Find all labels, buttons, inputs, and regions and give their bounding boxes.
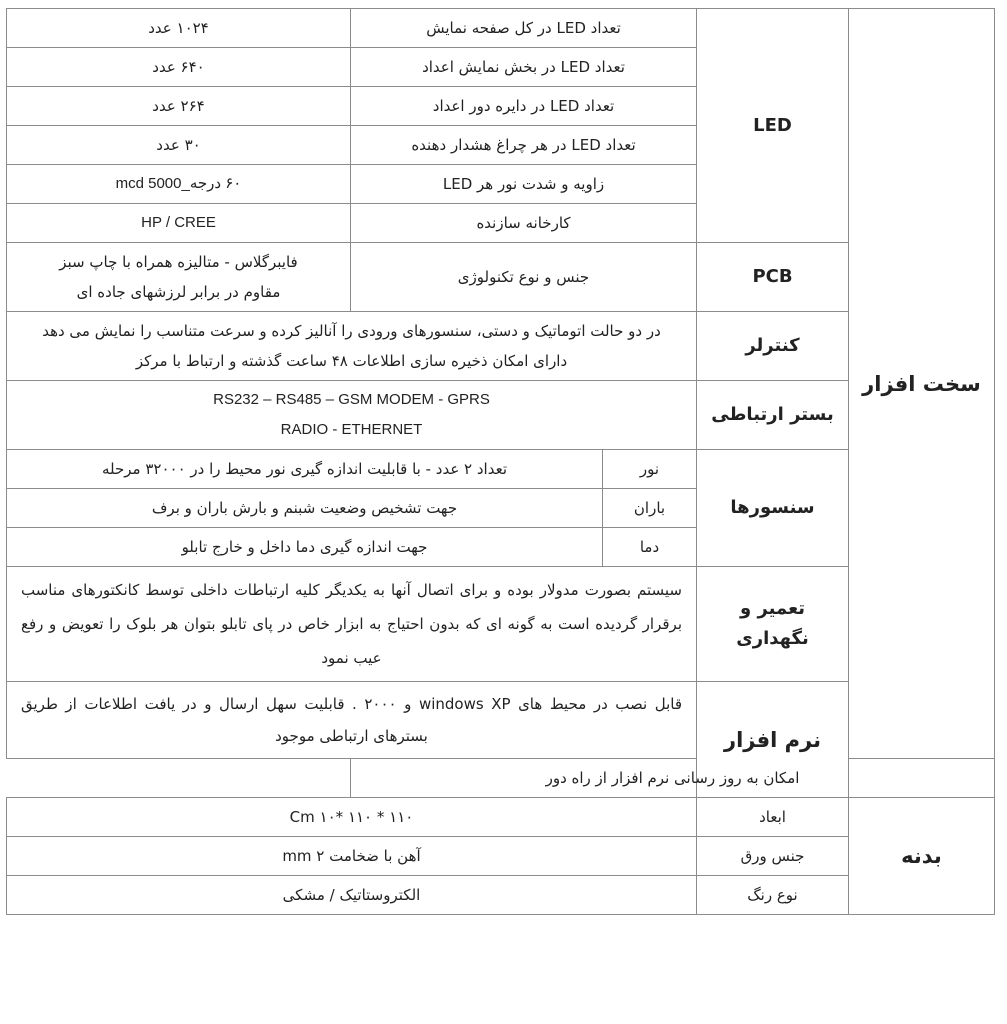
pcb-value-line1: فایبرگلاس - متالیزه همراه با چاپ سبز (59, 253, 298, 271)
controller-row (7, 312, 995, 381)
pcb-label: جنس و نوع تکنولوژی (351, 243, 697, 312)
sensor-label: باران (603, 489, 697, 528)
sensors-title: سنسورها (697, 450, 849, 567)
controller-description (7, 312, 697, 381)
controller-title: کنترلر (697, 312, 849, 381)
body-label: جنس ورق (697, 837, 849, 876)
sensor-row-light (7, 450, 995, 489)
body-row-dimensions (7, 798, 995, 837)
led-value: ۲۶۴ عدد (7, 87, 351, 126)
led-title: LED (697, 9, 849, 243)
controller-line2: دارای امکان ذخیره سازی اطلاعات ۴۸ ساعت گذشته و ارتباط با مرکز (135, 352, 568, 370)
software-update: امکان به روز رسانی نرم افزار از راه دور (351, 759, 995, 798)
led-value: ۳۰ عدد (7, 126, 351, 165)
pcb-title: PCB (697, 243, 849, 312)
body-row-material (7, 837, 995, 876)
comm-line2: RADIO - ETHERNET (280, 421, 423, 438)
body-label: نوع رنگ (697, 876, 849, 915)
pcb-value (7, 243, 351, 312)
led-label: کارخانه سازنده (351, 204, 697, 243)
body-row-color (7, 876, 995, 915)
hardware-section-title: سخت افزار (849, 9, 995, 759)
sensor-value: تعداد ۲ عدد - با قابلیت اندازه گیری نور محیط را در ۳۲۰۰۰ مرحله (7, 450, 603, 489)
body-section-title: بدنه (849, 798, 995, 915)
maintenance-description: سیستم بصورت مدولار بوده و برای اتصال آنها به یکدیگر کلیه ارتباطات داخلی توسط کانکتورهای مناسب برقرار گردیده است به گونه ای که بدون احتیاج به ابزار خاص در پای تابلو بتوان هر بلوک را تعویض و رفع عیب نمود (7, 567, 697, 682)
controller-line1: در دو حالت اتوماتیک و دستی، سنسورهای ورودی را آنالیز کرده و سرعت متناسب را نمایش می دهد (42, 322, 661, 340)
sensor-value: جهت تشخیص وضعیت شبنم و بارش باران و برف (7, 489, 603, 528)
led-label: تعداد LED در بخش نمایش اعداد (351, 48, 697, 87)
sensor-value: جهت اندازه گیری دما داخل و خارج تابلو (7, 528, 603, 567)
maintenance-row (7, 567, 995, 682)
comm-line1: RS232 – RS485 – GSM MODEM - GPRS (213, 391, 490, 408)
pcb-value-line2: مقاوم در برابر لرزشهای جاده ای (76, 283, 281, 301)
spec-table (6, 8, 995, 915)
software-row-1 (7, 682, 995, 759)
led-label: تعداد LED در کل صفحه نمایش (351, 9, 697, 48)
comm-description (7, 381, 697, 450)
software-description: قابل نصب در محیط های windows XP و ۲۰۰۰ . قابلیت سهل ارسال و در یافت اطلاعات از طریق بسترهای ارتباطی موجود (7, 682, 697, 759)
sensor-label: نور (603, 450, 697, 489)
comm-row (7, 381, 995, 450)
led-label: زاویه و شدت نور هر LED (351, 165, 697, 204)
software-row-2 (7, 759, 995, 798)
body-label: ابعاد (697, 798, 849, 837)
led-value: HP / CREE (7, 204, 351, 243)
body-value: آهن با ضخامت mm ۲ (7, 837, 697, 876)
led-value: ۶۰ درجه_5000 mcd (7, 165, 351, 204)
sensor-label: دما (603, 528, 697, 567)
led-label: تعداد LED در هر چراغ هشدار دهنده (351, 126, 697, 165)
led-value: ۶۴۰ عدد (7, 48, 351, 87)
software-section-title: نرم افزار (697, 682, 849, 798)
body-value: ۱۱۰ * ۱۱۰ *۱۰ Cm (7, 798, 697, 837)
pcb-row (7, 243, 995, 312)
led-row-1 (7, 9, 995, 48)
led-label: تعداد LED در دایره دور اعداد (351, 87, 697, 126)
led-value: ۱۰۲۴ عدد (7, 9, 351, 48)
comm-title: بستر ارتباطی (697, 381, 849, 450)
body-value: الکتروستاتیک / مشکی (7, 876, 697, 915)
maintenance-title: تعمیر و نگهداری (697, 567, 849, 682)
